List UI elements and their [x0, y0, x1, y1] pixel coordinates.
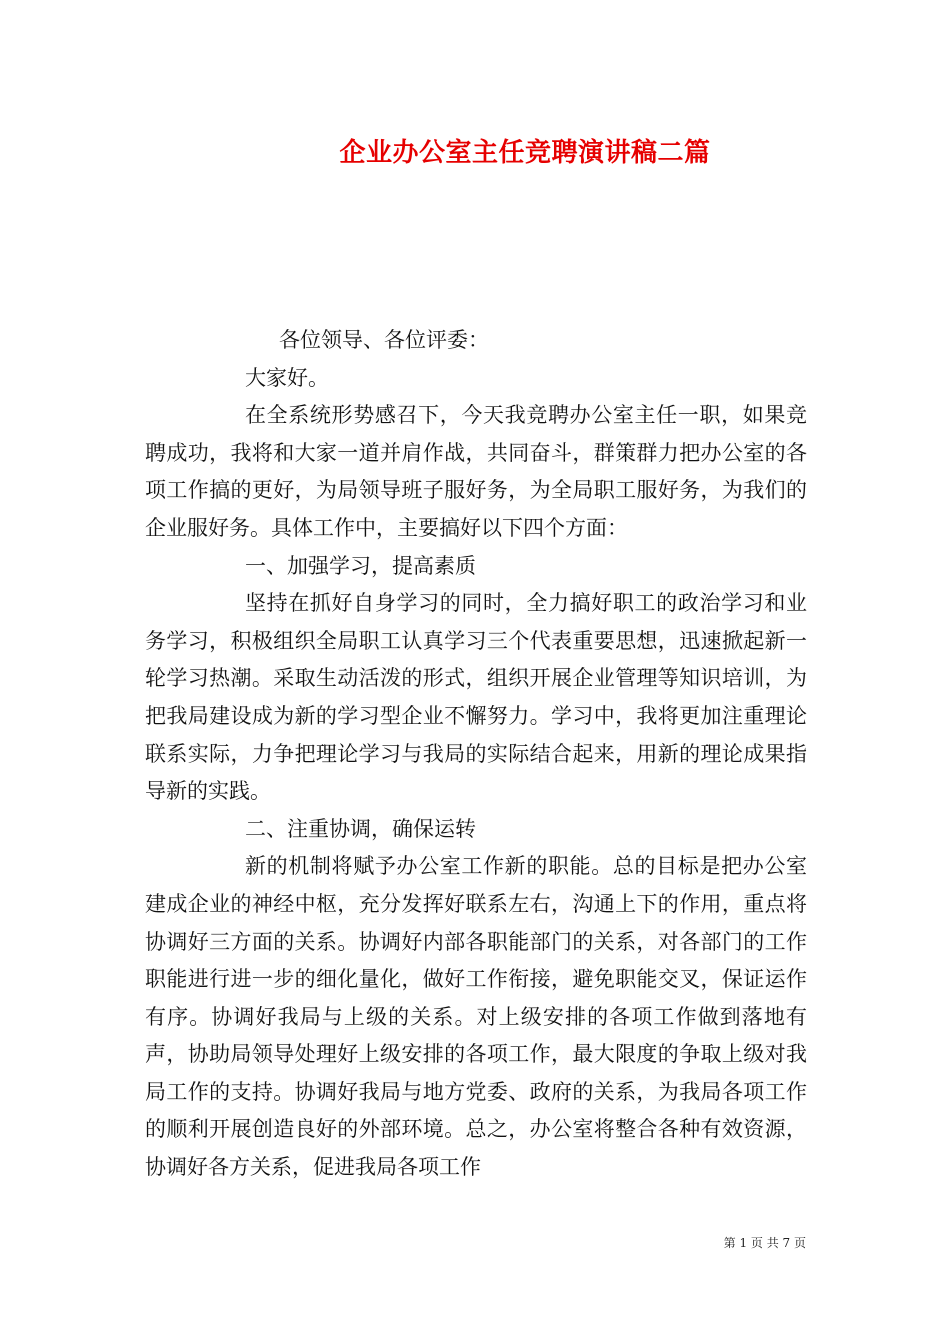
- section-paragraph-1: 坚持在抓好自身学习的同时，全力搞好职工的政治学习和业务学习，积极组织全局职工认真学习三个代表重要思想，迅速掀起新一轮学习热潮。采取生动活泼的形式，组织开展企业管理等知识培训，为把我局建设成为新的学习型企业不懈努力。学习中，我将更加注重理论联系实际，力争把理论学习与我局的实际结合起来，用新的理论成果指导新的实践。: [145, 591, 807, 804]
- intro-paragraph: 在全系统形势感召下，今天我竞聘办公室主任一职，如果竞聘成功，我将和大家一道并肩作战，共同奋斗，群策群力把办公室的各项工作搞的更好，为局领导班子服好务，为全局职工服好务，为我们的企业服好务。具体工作中，主要搞好以下四个方面：: [145, 403, 807, 540]
- section-paragraph-2: 新的机制将赋予办公室工作新的职能。总的目标是把办公室建成企业的神经中枢，充分发挥好联系左右，沟通上下的作用，重点将协调好三方面的关系。协调好内部各职能部门的关系，对各部门的工作职能进行进一步的细化量化，做好工作衔接，避免职能交叉，保证运作有序。协调好我局与上级的关系。对上级安排的各项工作做到落地有声，协助局领导处理好上级安排的各项工作，最大限度的争取上级对我局工作的支持。协调好我局与地方党委、政府的关系，为我局各项工作的顺利开展创造良好的外部环境。总之，办公室将整合各种有效资源，协调好各方关系，促进我局各项工作: [145, 854, 807, 1180]
- document-title: 企业办公室主任竞聘演讲稿二篇: [339, 138, 711, 168]
- document-body: [145, 322, 807, 1187]
- section-heading-1: 一、加强学习，提高素质: [245, 553, 476, 578]
- page-number-footer: 第 1 页 共 7 页: [723, 1236, 806, 1250]
- section-heading-2: 二、注重协调，确保运转: [245, 816, 476, 841]
- greeting-paragraph: 大家好。: [245, 365, 329, 390]
- salutation-paragraph: 各位领导、各位评委：: [279, 328, 489, 352]
